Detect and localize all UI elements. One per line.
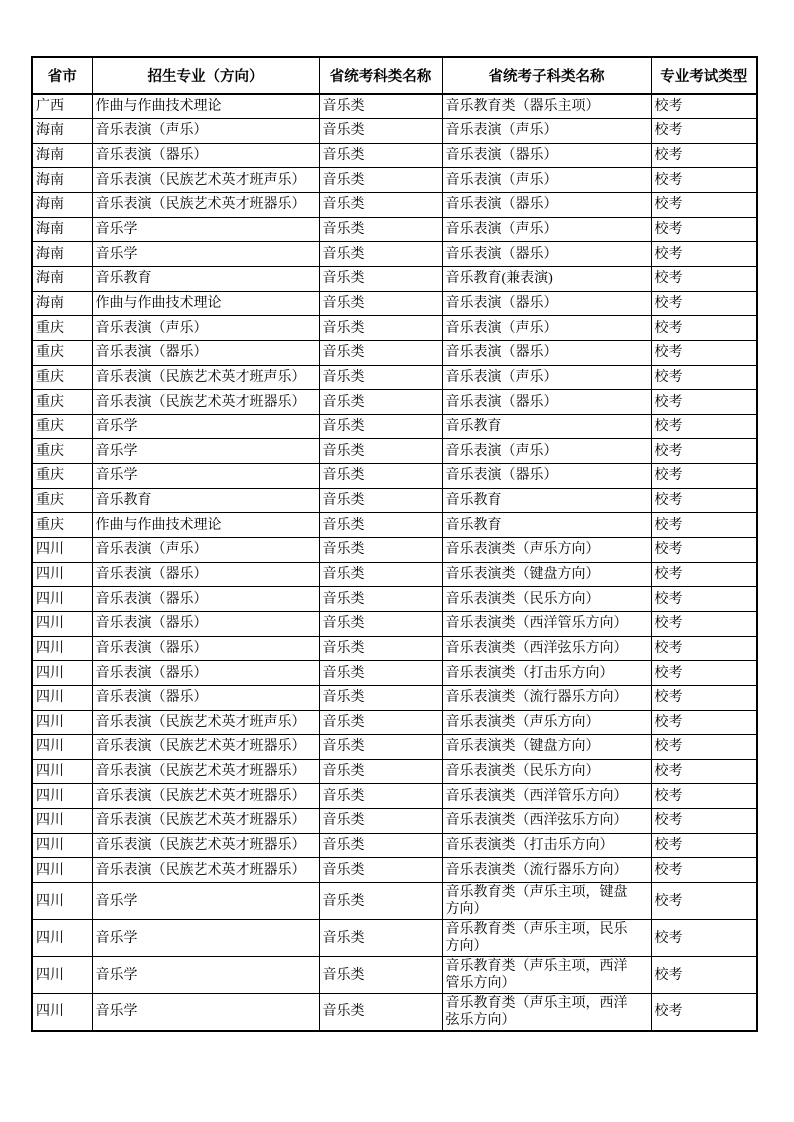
major-cell: 音乐表演（器乐） (92, 636, 319, 661)
table-row (32, 562, 757, 587)
province-cell: 重庆 (32, 340, 92, 365)
major-cell: 音乐表演（器乐） (92, 587, 319, 612)
exam-subcategory-cell: 音乐表演类（流行器乐方向） (442, 858, 651, 883)
exam-subcategory-cell: 音乐教育类（声乐主项，民乐方向） (442, 920, 651, 957)
table-row (32, 464, 757, 489)
exam-subcategory-cell: 音乐教育(兼表演) (442, 266, 651, 291)
table-row (32, 168, 757, 193)
header-major: 招生专业（方向） (92, 57, 319, 94)
exam-subcategory-cell: 音乐表演类（西洋弦乐方向） (442, 809, 651, 834)
exam-type-cell: 校考 (651, 611, 757, 636)
province-cell: 重庆 (32, 365, 92, 390)
province-cell: 重庆 (32, 488, 92, 513)
table-row (32, 340, 757, 365)
exam-category-cell: 音乐类 (319, 858, 442, 883)
exam-subcategory-cell: 音乐表演类（键盘方向） (442, 735, 651, 760)
exam-category-cell: 音乐类 (319, 611, 442, 636)
exam-type-cell: 校考 (651, 587, 757, 612)
exam-type-cell: 校考 (651, 291, 757, 316)
table-row (32, 661, 757, 686)
province-cell: 四川 (32, 661, 92, 686)
exam-category-cell: 音乐类 (319, 94, 442, 119)
exam-category-cell: 音乐类 (319, 636, 442, 661)
province-cell: 四川 (32, 611, 92, 636)
exam-category-cell: 音乐类 (319, 809, 442, 834)
exam-subcategory-cell: 音乐教育类（器乐主项） (442, 94, 651, 119)
major-cell: 音乐表演（器乐） (92, 685, 319, 710)
province-cell: 重庆 (32, 464, 92, 489)
table-row (32, 513, 757, 538)
exam-category-cell: 音乐类 (319, 538, 442, 563)
table-row (32, 266, 757, 291)
exam-category-cell: 音乐类 (319, 168, 442, 193)
table-row (32, 587, 757, 612)
exam-category-cell: 音乐类 (319, 735, 442, 760)
exam-type-cell: 校考 (651, 636, 757, 661)
table-row (32, 858, 757, 883)
exam-type-cell: 校考 (651, 994, 757, 1031)
table-row (32, 365, 757, 390)
province-cell: 四川 (32, 809, 92, 834)
exam-type-cell: 校考 (651, 143, 757, 168)
table-row (32, 193, 757, 218)
exam-category-cell: 音乐类 (319, 119, 442, 144)
table-row (32, 291, 757, 316)
table-row (32, 119, 757, 144)
exam-category-cell: 音乐类 (319, 685, 442, 710)
major-cell: 音乐表演（民族艺术英才班器乐） (92, 809, 319, 834)
province-cell: 重庆 (32, 513, 92, 538)
exam-category-cell: 音乐类 (319, 710, 442, 735)
province-cell: 海南 (32, 217, 92, 242)
major-cell: 音乐表演（民族艺术英才班器乐） (92, 193, 319, 218)
exam-subcategory-cell: 音乐教育类（声乐主项，西洋弦乐方向） (442, 994, 651, 1031)
exam-type-cell: 校考 (651, 94, 757, 119)
major-cell: 音乐学 (92, 883, 319, 920)
table-row (32, 488, 757, 513)
exam-category-cell: 音乐类 (319, 488, 442, 513)
exam-subcategory-cell: 音乐表演（声乐） (442, 217, 651, 242)
exam-type-cell: 校考 (651, 168, 757, 193)
province-cell: 四川 (32, 636, 92, 661)
major-cell: 音乐表演（声乐） (92, 316, 319, 341)
table-row (32, 685, 757, 710)
major-cell: 音乐表演（民族艺术英才班器乐） (92, 784, 319, 809)
province-cell: 四川 (32, 833, 92, 858)
major-cell: 音乐表演（民族艺术英才班器乐） (92, 735, 319, 760)
major-cell: 作曲与作曲技术理论 (92, 291, 319, 316)
exam-category-cell: 音乐类 (319, 587, 442, 612)
exam-category-cell: 音乐类 (319, 143, 442, 168)
exam-type-cell: 校考 (651, 119, 757, 144)
table-row (32, 994, 757, 1031)
exam-type-cell: 校考 (651, 685, 757, 710)
exam-type-cell: 校考 (651, 439, 757, 464)
province-cell: 四川 (32, 957, 92, 994)
exam-type-cell: 校考 (651, 390, 757, 415)
header-exam-category: 省统考科类名称 (319, 57, 442, 94)
major-cell: 音乐教育 (92, 266, 319, 291)
exam-subcategory-cell: 音乐表演（声乐） (442, 168, 651, 193)
exam-type-cell: 校考 (651, 340, 757, 365)
exam-type-cell: 校考 (651, 266, 757, 291)
major-cell: 音乐学 (92, 217, 319, 242)
exam-type-cell: 校考 (651, 809, 757, 834)
table-row (32, 439, 757, 464)
exam-subcategory-cell: 音乐表演（器乐） (442, 464, 651, 489)
exam-type-cell: 校考 (651, 759, 757, 784)
exam-subcategory-cell: 音乐教育 (442, 513, 651, 538)
exam-subcategory-cell: 音乐表演类（民乐方向） (442, 759, 651, 784)
province-cell: 四川 (32, 994, 92, 1031)
exam-subcategory-cell: 音乐表演（器乐） (442, 291, 651, 316)
exam-subcategory-cell: 音乐表演类（西洋管乐方向） (442, 611, 651, 636)
exam-type-cell: 校考 (651, 365, 757, 390)
major-cell: 作曲与作曲技术理论 (92, 94, 319, 119)
exam-category-cell: 音乐类 (319, 513, 442, 538)
exam-category-cell: 音乐类 (319, 266, 442, 291)
table-row (32, 94, 757, 119)
major-cell: 音乐表演（器乐） (92, 611, 319, 636)
major-cell: 音乐表演（器乐） (92, 143, 319, 168)
exam-category-cell: 音乐类 (319, 784, 442, 809)
major-cell: 音乐学 (92, 439, 319, 464)
major-cell: 音乐表演（民族艺术英才班声乐） (92, 365, 319, 390)
province-cell: 四川 (32, 920, 92, 957)
exam-subcategory-cell: 音乐表演类（西洋管乐方向） (442, 784, 651, 809)
table-row (32, 242, 757, 267)
table-row (32, 809, 757, 834)
exam-subcategory-cell: 音乐表演类（流行器乐方向） (442, 685, 651, 710)
table-row (32, 883, 757, 920)
major-cell: 音乐教育 (92, 488, 319, 513)
major-cell: 音乐表演（器乐） (92, 562, 319, 587)
exam-category-cell: 音乐类 (319, 316, 442, 341)
table-row (32, 710, 757, 735)
province-cell: 重庆 (32, 414, 92, 439)
table-row (32, 636, 757, 661)
exam-category-cell: 音乐类 (319, 365, 442, 390)
province-cell: 四川 (32, 685, 92, 710)
exam-category-cell: 音乐类 (319, 464, 442, 489)
exam-subcategory-cell: 音乐教育类（声乐主项，西洋管乐方向） (442, 957, 651, 994)
exam-subcategory-cell: 音乐表演（声乐） (442, 365, 651, 390)
exam-subcategory-cell: 音乐表演类（键盘方向） (442, 562, 651, 587)
province-cell: 重庆 (32, 316, 92, 341)
major-cell: 音乐表演（民族艺术英才班器乐） (92, 833, 319, 858)
province-cell: 四川 (32, 883, 92, 920)
province-cell: 重庆 (32, 439, 92, 464)
header-exam-type: 专业考试类型 (651, 57, 757, 94)
table-row (32, 143, 757, 168)
major-cell: 音乐表演（民族艺术英才班器乐） (92, 858, 319, 883)
major-cell: 音乐表演（民族艺术英才班声乐） (92, 710, 319, 735)
exam-type-cell: 校考 (651, 735, 757, 760)
exam-subcategory-cell: 音乐表演类（西洋弦乐方向） (442, 636, 651, 661)
exam-subcategory-cell: 音乐表演类（打击乐方向） (442, 661, 651, 686)
major-cell: 音乐学 (92, 464, 319, 489)
exam-type-cell: 校考 (651, 242, 757, 267)
exam-category-cell: 音乐类 (319, 390, 442, 415)
major-cell: 作曲与作曲技术理论 (92, 513, 319, 538)
header-exam-subcategory: 省统考子科类名称 (442, 57, 651, 94)
major-cell: 音乐学 (92, 957, 319, 994)
exam-type-cell: 校考 (651, 488, 757, 513)
major-cell: 音乐表演（民族艺术英才班器乐） (92, 759, 319, 784)
major-cell: 音乐学 (92, 920, 319, 957)
major-cell: 音乐表演（器乐） (92, 661, 319, 686)
exam-subcategory-cell: 音乐表演类（民乐方向） (442, 587, 651, 612)
province-cell: 四川 (32, 562, 92, 587)
major-cell: 音乐表演（声乐） (92, 538, 319, 563)
table-row (32, 538, 757, 563)
exam-type-cell: 校考 (651, 883, 757, 920)
exam-type-cell: 校考 (651, 661, 757, 686)
major-cell: 音乐表演（声乐） (92, 119, 319, 144)
table-row (32, 414, 757, 439)
exam-subcategory-cell: 音乐表演类（打击乐方向） (442, 833, 651, 858)
province-cell: 海南 (32, 143, 92, 168)
exam-type-cell: 校考 (651, 562, 757, 587)
exam-subcategory-cell: 音乐表演（器乐） (442, 143, 651, 168)
exam-category-cell: 音乐类 (319, 883, 442, 920)
major-cell: 音乐学 (92, 242, 319, 267)
province-cell: 四川 (32, 587, 92, 612)
exam-subcategory-cell: 音乐表演类（声乐方向） (442, 538, 651, 563)
exam-category-cell: 音乐类 (319, 414, 442, 439)
exam-category-cell: 音乐类 (319, 994, 442, 1031)
exam-category-cell: 音乐类 (319, 562, 442, 587)
province-cell: 四川 (32, 710, 92, 735)
province-cell: 广西 (32, 94, 92, 119)
exam-type-cell: 校考 (651, 920, 757, 957)
province-cell: 四川 (32, 784, 92, 809)
exam-type-cell: 校考 (651, 414, 757, 439)
exam-category-cell: 音乐类 (319, 833, 442, 858)
exam-category-cell: 音乐类 (319, 291, 442, 316)
table-row (32, 611, 757, 636)
province-cell: 重庆 (32, 390, 92, 415)
major-cell: 音乐表演（民族艺术英才班声乐） (92, 168, 319, 193)
major-cell: 音乐学 (92, 994, 319, 1031)
table-row (32, 217, 757, 242)
exam-subcategory-cell: 音乐表演（声乐） (442, 316, 651, 341)
exam-type-cell: 校考 (651, 784, 757, 809)
exam-category-cell: 音乐类 (319, 661, 442, 686)
table-row (32, 759, 757, 784)
exam-category-cell: 音乐类 (319, 242, 442, 267)
table-row (32, 957, 757, 994)
exam-type-cell: 校考 (651, 538, 757, 563)
major-cell: 音乐表演（器乐） (92, 340, 319, 365)
table-row (32, 833, 757, 858)
major-cell: 音乐学 (92, 414, 319, 439)
exam-category-cell: 音乐类 (319, 759, 442, 784)
province-cell: 海南 (32, 242, 92, 267)
exam-type-cell: 校考 (651, 193, 757, 218)
exam-subcategory-cell: 音乐表演类（声乐方向） (442, 710, 651, 735)
exam-type-cell: 校考 (651, 464, 757, 489)
exam-type-cell: 校考 (651, 316, 757, 341)
exam-category-cell: 音乐类 (319, 920, 442, 957)
table-row (32, 390, 757, 415)
exam-category-cell: 音乐类 (319, 957, 442, 994)
province-cell: 海南 (32, 168, 92, 193)
exam-type-cell: 校考 (651, 833, 757, 858)
exam-category-cell: 音乐类 (319, 217, 442, 242)
table-row (32, 316, 757, 341)
exam-subcategory-cell: 音乐教育 (442, 414, 651, 439)
province-cell: 海南 (32, 119, 92, 144)
exam-type-cell: 校考 (651, 957, 757, 994)
exam-category-cell: 音乐类 (319, 193, 442, 218)
table-row (32, 920, 757, 957)
province-cell: 四川 (32, 759, 92, 784)
exam-subcategory-cell: 音乐表演（器乐） (442, 193, 651, 218)
exam-subcategory-cell: 音乐教育 (442, 488, 651, 513)
admissions-table (31, 56, 758, 1032)
province-cell: 四川 (32, 858, 92, 883)
table-row (32, 735, 757, 760)
exam-subcategory-cell: 音乐表演（器乐） (442, 242, 651, 267)
exam-type-cell: 校考 (651, 858, 757, 883)
exam-type-cell: 校考 (651, 710, 757, 735)
province-cell: 海南 (32, 266, 92, 291)
exam-category-cell: 音乐类 (319, 340, 442, 365)
exam-subcategory-cell: 音乐表演（器乐） (442, 340, 651, 365)
exam-subcategory-cell: 音乐表演（声乐） (442, 439, 651, 464)
exam-type-cell: 校考 (651, 513, 757, 538)
header-province: 省市 (32, 57, 92, 94)
exam-type-cell: 校考 (651, 217, 757, 242)
table-row (32, 784, 757, 809)
province-cell: 海南 (32, 291, 92, 316)
exam-subcategory-cell: 音乐表演（器乐） (442, 390, 651, 415)
exam-subcategory-cell: 音乐表演（声乐） (442, 119, 651, 144)
major-cell: 音乐表演（民族艺术英才班器乐） (92, 390, 319, 415)
exam-category-cell: 音乐类 (319, 439, 442, 464)
province-cell: 海南 (32, 193, 92, 218)
exam-subcategory-cell: 音乐教育类（声乐主项，键盘方向） (442, 883, 651, 920)
province-cell: 四川 (32, 538, 92, 563)
province-cell: 四川 (32, 735, 92, 760)
table-header-row (32, 57, 757, 94)
